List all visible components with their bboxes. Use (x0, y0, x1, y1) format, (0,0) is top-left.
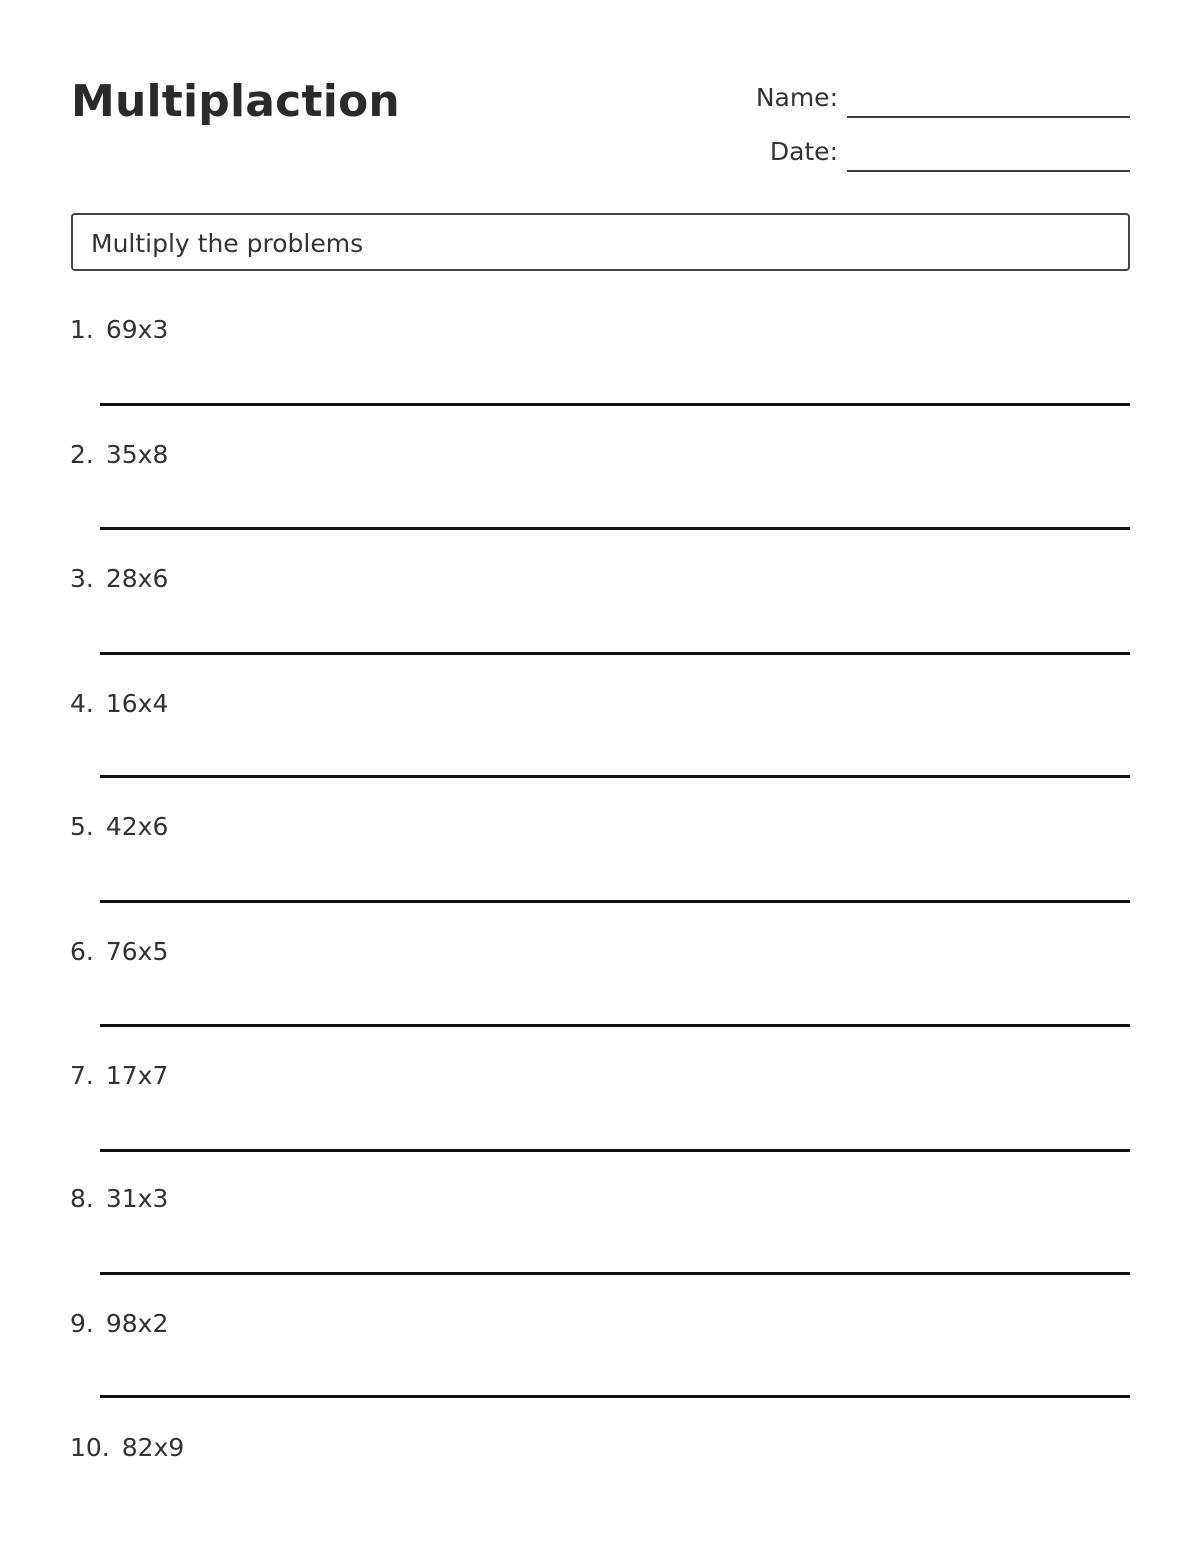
problem-number: 5. (70, 812, 94, 841)
answer-line[interactable] (100, 403, 1130, 406)
answer-line[interactable] (100, 1395, 1130, 1398)
name-label: Name: (755, 83, 838, 112)
date-line[interactable] (847, 170, 1130, 172)
problem-number: 4. (70, 689, 94, 718)
page-title: Multiplaction (71, 76, 400, 127)
date-field (700, 132, 1130, 172)
problem-expression: 82x9 (121, 1433, 185, 1462)
answer-line[interactable] (100, 652, 1130, 655)
name-line[interactable] (847, 116, 1130, 118)
problem-expression: 42x6 (105, 812, 169, 841)
problem-expression: 28x6 (105, 564, 169, 593)
date-label: Date: (769, 137, 838, 166)
problem-item (70, 564, 1130, 654)
problem-number: 8. (70, 1184, 94, 1213)
problem-expression: 69x3 (105, 315, 169, 344)
problem-item (70, 1184, 1130, 1274)
problem-expression: 31x3 (105, 1184, 169, 1213)
problem-expression: 35x8 (105, 440, 169, 469)
problem-number: 10. (70, 1433, 110, 1462)
answer-line[interactable] (100, 900, 1130, 903)
answer-line[interactable] (100, 1024, 1130, 1027)
problem-item (70, 937, 1130, 1027)
problem-number: 7. (70, 1061, 94, 1090)
answer-line[interactable] (100, 527, 1130, 530)
problem-item (70, 689, 1130, 779)
problem-item (70, 812, 1130, 902)
problem-expression: 98x2 (105, 1309, 169, 1338)
problem-item (70, 1433, 1130, 1523)
problem-number: 2. (70, 440, 94, 469)
problem-expression: 17x7 (105, 1061, 169, 1090)
problem-number: 3. (70, 564, 94, 593)
problem-item (70, 315, 1130, 405)
answer-line[interactable] (100, 775, 1130, 778)
problem-expression: 76x5 (105, 937, 169, 966)
problem-number: 9. (70, 1309, 94, 1338)
problem-item (70, 1309, 1130, 1399)
answer-line[interactable] (100, 1272, 1130, 1275)
problem-item (70, 440, 1130, 530)
problem-number: 6. (70, 937, 94, 966)
instructions-box: Multiply the problems (71, 213, 1130, 271)
answer-line[interactable] (100, 1149, 1130, 1152)
problem-number: 1. (70, 315, 94, 344)
name-field (700, 78, 1130, 118)
problem-expression: 16x4 (105, 689, 169, 718)
problem-item (70, 1061, 1130, 1151)
